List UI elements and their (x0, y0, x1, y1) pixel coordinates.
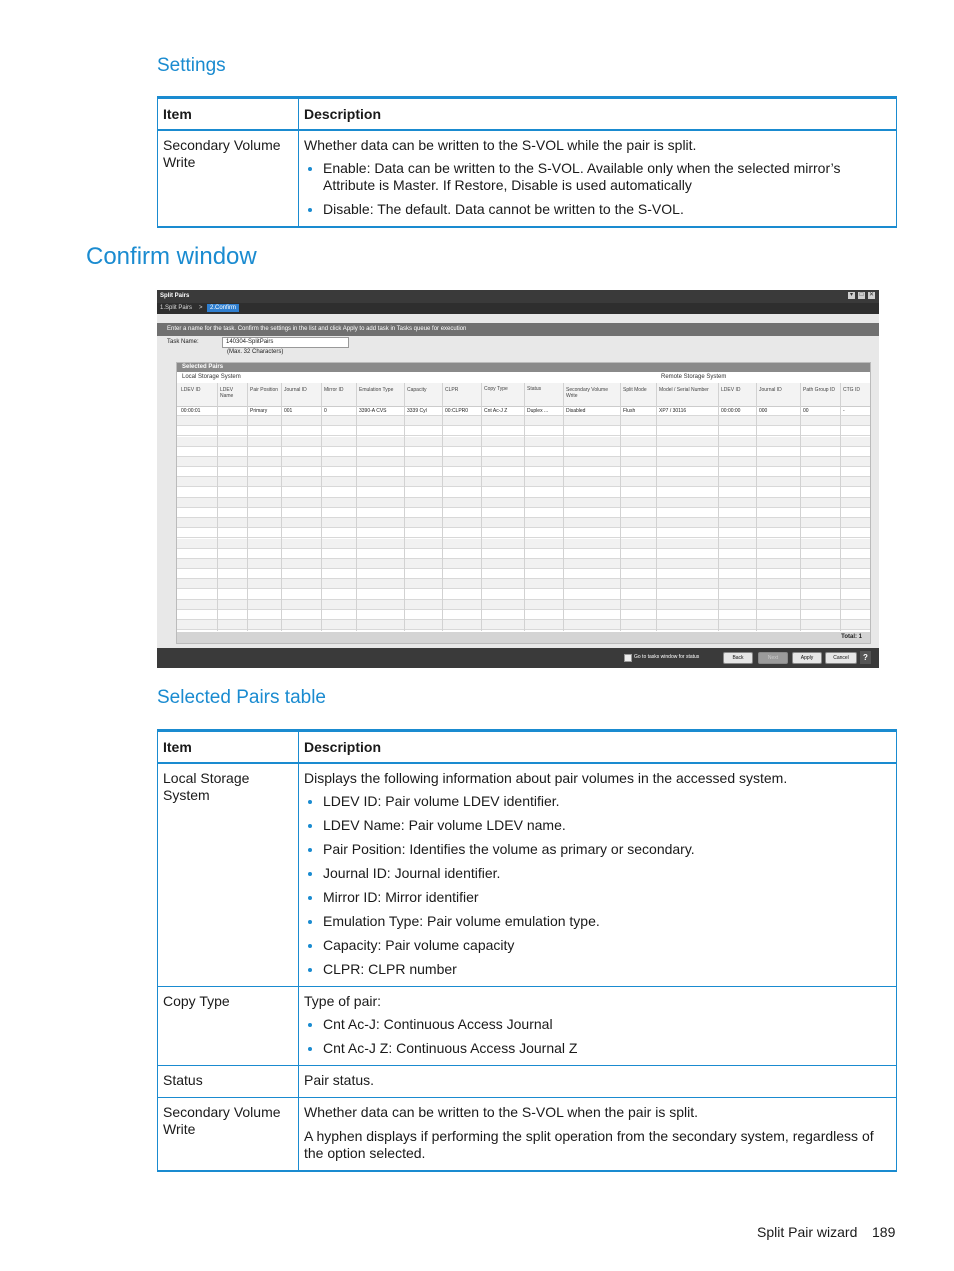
group-remote-storage: Remote Storage System (661, 374, 727, 380)
table-row (158, 130, 897, 227)
list-item: LDEV ID: Pair volume LDEV identifier. (323, 793, 891, 810)
grid-data-cell: 00:00:00 (721, 408, 741, 414)
list-item: CLPR: CLPR number (323, 961, 891, 978)
grid-column-divider (524, 383, 525, 631)
filter-icon[interactable]: ▾ (849, 292, 853, 298)
grid-data-cell: Duplex ... (527, 408, 549, 414)
window-controls (848, 292, 875, 299)
grid-column-divider (356, 383, 357, 631)
description-cell (299, 1066, 897, 1098)
max-characters-hint: (Max. 32 Characters) (227, 349, 284, 355)
item-cell: Secondary Volume Write (158, 130, 299, 227)
description-text: Whether data can be written to the S-VOL while the pair is split. (304, 137, 697, 153)
grid-column-header[interactable]: CLPR (445, 387, 459, 393)
table-row (158, 763, 897, 987)
footer-section-title: Split Pair wizard (757, 1224, 858, 1240)
grid-column-divider (321, 383, 322, 631)
selected-pairs-heading: Selected Pairs table (157, 687, 326, 708)
grid-column-header[interactable]: LDEV Name (220, 387, 234, 399)
list-item: Disable: The default. Data cannot be written to the S-VOL. (323, 201, 891, 218)
help-button[interactable]: ? (860, 651, 871, 664)
grid-column-divider (656, 383, 657, 631)
grid-column-header[interactable]: Journal ID (284, 387, 307, 393)
grid-data-cell: 0 (324, 408, 327, 414)
settings-table (157, 96, 897, 228)
grid-column-header[interactable]: Split Mode (623, 387, 647, 393)
grid-data-cell: 00 (803, 408, 809, 414)
grid-column-divider (217, 383, 218, 631)
grid-data-cell: 000 (759, 408, 768, 414)
grid-column-header[interactable]: Journal ID (759, 387, 782, 393)
go-to-tasks-label: Go to tasks window for status (634, 654, 700, 660)
list-item: Emulation Type: Pair volume emulation type. (323, 913, 891, 930)
list-item: Pair Position: Identifies the volume as primary or secondary. (323, 841, 891, 858)
group-local-storage: Local Storage System (182, 374, 241, 380)
split-pairs-window-screenshot (157, 290, 879, 668)
step-separator: > (199, 305, 203, 311)
grid-data-cell: Primary (250, 408, 268, 414)
list-item: LDEV Name: Pair volume LDEV name. (323, 817, 891, 834)
list-item: Capacity: Pair volume capacity (323, 937, 891, 954)
col-item-header: Item (158, 731, 299, 764)
grid-title: Selected Pairs (182, 364, 224, 370)
table-row (158, 1066, 897, 1098)
grid-column-divider (442, 383, 443, 631)
close-icon[interactable]: ✕ (868, 292, 875, 298)
total-count: Total: 1 (841, 634, 862, 640)
grid-column-divider (800, 383, 801, 631)
window-title: Split Pairs (160, 293, 190, 299)
description-cell (299, 987, 897, 1066)
list-item: Journal ID: Journal identifier. (323, 865, 891, 882)
description-cell (299, 130, 897, 227)
grid-column-divider (563, 383, 564, 631)
grid-data-cell: 3390-A CVS (359, 408, 387, 414)
selected-pairs-table (157, 729, 897, 1172)
grid-column-divider (481, 383, 482, 631)
grid-column-header[interactable]: Pair Position (250, 387, 279, 393)
description-text: Type of pair: (304, 993, 382, 1009)
grid-data-cell: Flush (623, 408, 636, 414)
grid-column-header[interactable]: Emulation Type (359, 387, 394, 393)
description-cell (299, 763, 897, 987)
grid-column-header[interactable]: LDEV ID (181, 387, 201, 393)
grid-column-divider (620, 383, 621, 631)
grid-column-header[interactable]: Status (527, 386, 542, 392)
total-bar (177, 632, 870, 643)
item-cell: Status (158, 1066, 299, 1098)
grid-column-header[interactable]: Path Group ID (803, 387, 835, 393)
grid-title-bar (177, 363, 870, 372)
list-item: Enable: Data can be written to the S-VOL. Available only when the selected mirror’s Attribute is Master. If Restore, Disable is used automatically (323, 160, 891, 194)
grid-data-cell: 001 (284, 408, 293, 414)
step-split-pairs: 1.Split Pairs (160, 305, 193, 311)
grid-data-cell: 00:CLPR0 (445, 408, 469, 414)
grid-column-header[interactable]: CTG ID (843, 387, 860, 393)
col-description-header: Description (299, 731, 897, 764)
apply-button[interactable]: Apply (792, 652, 822, 664)
grid-column-divider (404, 383, 405, 631)
back-button[interactable]: Back (723, 652, 753, 664)
grid-column-header[interactable]: Model / Serial Number (659, 387, 709, 393)
description-text: Pair status. (304, 1072, 375, 1088)
settings-heading: Settings (157, 55, 226, 76)
list-item: Cnt Ac-J Z: Continuous Access Journal Z (323, 1040, 891, 1057)
grid-column-header[interactable]: Mirror ID (324, 387, 344, 393)
bullet-list (304, 793, 891, 978)
col-description-header: Description (299, 98, 897, 131)
description-text: Displays the following information about pair volumes in the accessed system. (304, 770, 788, 786)
grid-data-cell: Cnt Ac-J Z (484, 408, 508, 414)
description-text: Whether data can be written to the S-VOL when the pair is split. (304, 1104, 699, 1120)
grid-column-divider (247, 383, 248, 631)
item-cell: Local Storage System (158, 763, 299, 987)
grid-data-cell: 00:00:01 (181, 408, 201, 414)
cancel-button[interactable]: Cancel (825, 652, 857, 664)
grid-column-divider (756, 383, 757, 631)
grid-column-header[interactable]: Secondary Volume Write (566, 387, 608, 399)
instruction-text: Enter a name for the task. Confirm the settings in the list and click Apply to add task in Tasks queue for execution (167, 326, 467, 332)
task-name-value: 140304-SplitPairs (226, 339, 274, 345)
grid-column-divider (281, 383, 282, 631)
task-name-input[interactable] (222, 337, 349, 348)
grid-column-divider (840, 383, 841, 631)
bullet-list (304, 1016, 891, 1057)
confirm-window-heading: Confirm window (86, 243, 257, 270)
selected-pairs-grid (176, 362, 871, 644)
grid-column-header[interactable]: Capacity (407, 387, 427, 393)
step-confirm: 2.Confirm (207, 304, 239, 312)
table-row (158, 1098, 897, 1172)
description-text-2: A hyphen displays if performing the split operation from the secondary system, regardless of the option selected. (304, 1128, 874, 1161)
item-cell: Copy Type (158, 987, 299, 1066)
page-number: 189 (872, 1224, 896, 1240)
window-bottom-bar (157, 648, 879, 668)
wizard-steps (157, 303, 879, 314)
instruction-bar (157, 323, 879, 336)
table-header-row (158, 731, 897, 764)
next-button[interactable]: Next (758, 652, 788, 664)
grid-column-header[interactable]: Copy Type (484, 386, 508, 392)
item-cell: Secondary Volume Write (158, 1098, 299, 1172)
bullet-list (304, 160, 891, 218)
list-item: Mirror ID: Mirror identifier (323, 889, 891, 906)
list-item: Cnt Ac-J: Continuous Access Journal (323, 1016, 891, 1033)
col-item-header: Item (158, 98, 299, 131)
task-name-label: Task Name: (167, 339, 199, 345)
go-to-tasks-checkbox[interactable] (624, 654, 632, 662)
table-row (158, 987, 897, 1066)
grid-data-cell: Disabled (566, 408, 586, 414)
grid-data-cell: 3339 Cyl (407, 408, 427, 414)
grid-data-cell: XP7 / 30116 (659, 408, 687, 414)
table-header-row (158, 98, 897, 131)
window-titlebar (157, 290, 879, 303)
description-cell (299, 1098, 897, 1172)
grid-column-header[interactable]: LDEV ID (721, 387, 741, 393)
grid-column-divider (718, 383, 719, 631)
grid-data-cell: - (843, 408, 845, 414)
maximize-icon[interactable]: □ (859, 292, 864, 298)
